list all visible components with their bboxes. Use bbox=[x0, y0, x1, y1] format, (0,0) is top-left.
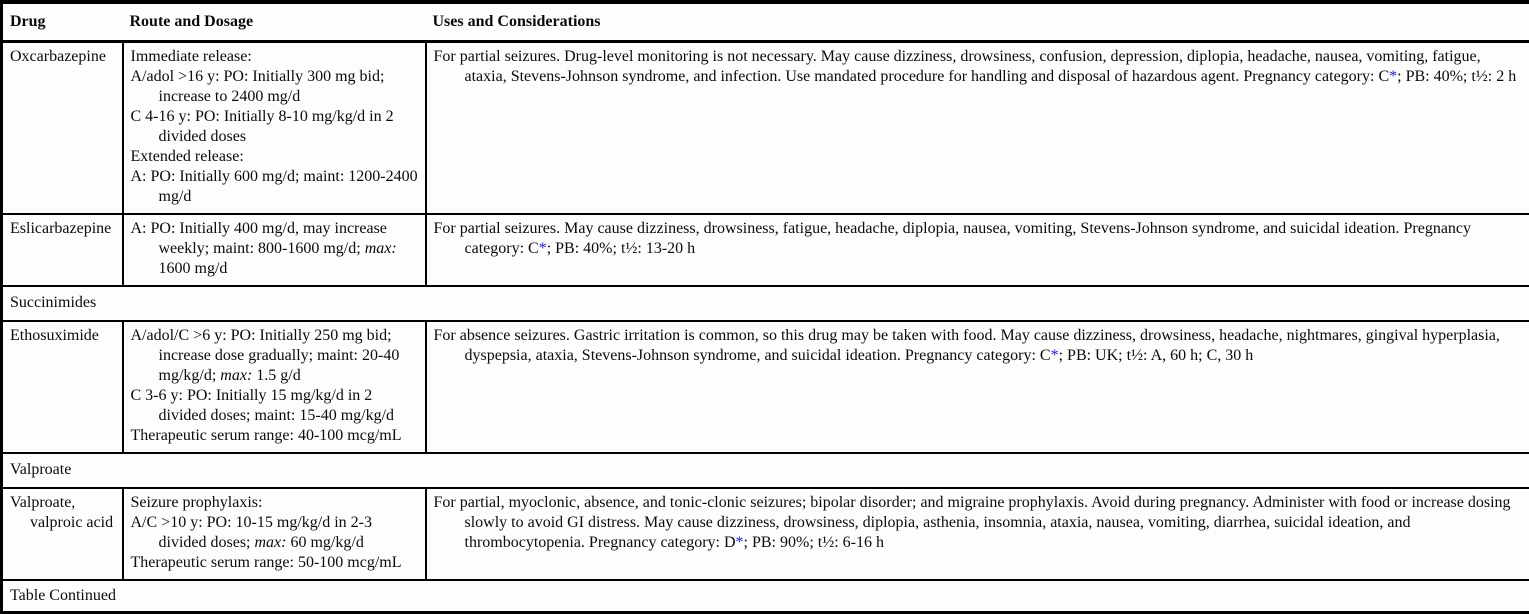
route-dosage-cell bbox=[123, 488, 426, 580]
dosage-line: A/C >10 y: PO: 10-15 mg/kg/d in 2-3 divided doses; max: 60 mg/kg/d bbox=[131, 513, 419, 553]
footnote-asterisk-link[interactable]: * bbox=[736, 534, 744, 551]
dosage-line: A/adol/C >6 y: PO: Initially 250 mg bid; increase dose gradually; maint: 20-40 mg/kg/d; max: 1.5 g/d bbox=[131, 326, 419, 386]
section-header-row bbox=[2, 286, 1529, 321]
column-header-uses-considerations: Uses and Considerations bbox=[426, 2, 1529, 42]
drug-name: Ethosuximide bbox=[10, 326, 120, 346]
drug-name: Eslicarbazepine bbox=[10, 219, 120, 239]
uses-text: For partial seizures. May cause dizziness, drowsiness, fatigue, headache, diplopia, nausea, vomiting, Stevens-Johnson syndrome, and suicidal ideation. Pregnancy category: C*; PB: 40%; t½: 13-20 h bbox=[434, 219, 1524, 259]
drug-name-cell bbox=[2, 488, 123, 580]
dosage-line: A: PO: Initially 600 mg/d; maint: 1200-2400 mg/d bbox=[131, 167, 419, 207]
table-continued-row bbox=[2, 580, 1529, 613]
uses-considerations-cell bbox=[426, 321, 1529, 453]
drug-name-cell bbox=[2, 214, 123, 286]
dosage-line: C 3-6 y: PO: Initially 15 mg/kg/d in 2 divided doses; maint: 15-40 mg/kg/d bbox=[131, 386, 419, 426]
uses-text: For partial, myoclonic, absence, and tonic-clonic seizures; bipolar disorder; and migraine prophylaxis. Avoid during pregnancy. Administer with food or increase dosing slowly to avoid GI distress. May cause dizziness, drowsiness, diplopia, asthenia, insomnia, ataxia, nausea, vomiting, diarrhea, suicidal ideation, and thrombocytopenia. Pregnancy category: D*; PB: 90%; t½: 6-16 h bbox=[434, 493, 1524, 553]
drug-name-cell bbox=[2, 42, 123, 215]
column-header-drug: Drug bbox=[2, 2, 123, 42]
drug-name-cell bbox=[2, 321, 123, 453]
route-dosage-cell bbox=[123, 42, 426, 215]
section-header-row bbox=[2, 453, 1529, 488]
section-header-label: Succinimides bbox=[2, 286, 1529, 321]
uses-text: For partial seizures. Drug-level monitoring is not necessary. May cause dizziness, drowsiness, confusion, depression, diplopia, headache, nausea, vomiting, fatigue, ataxia, Stevens-Johnson syndrome, and infection. Use mandated procedure for handling and disposal of hazardous agent. Pregnancy category: C*; PB: 40%; t½: 2 h bbox=[434, 47, 1524, 87]
route-dosage-cell bbox=[123, 321, 426, 453]
drug-name: Valproate, valproic acid bbox=[10, 493, 120, 533]
table-header bbox=[2, 2, 1529, 42]
footnote-asterisk-link[interactable]: * bbox=[539, 240, 547, 257]
dosage-line: C 4-16 y: PO: Initially 8-10 mg/kg/d in 2 divided doses bbox=[131, 107, 419, 147]
drug-row bbox=[2, 42, 1529, 215]
dosage-line: A: PO: Initially 400 mg/d, may increase weekly; maint: 800-1600 mg/d; max: 1600 mg/d bbox=[131, 219, 419, 279]
table-continued-label: Table Continued bbox=[2, 580, 1529, 613]
route-dosage-cell bbox=[123, 214, 426, 286]
column-header-route-dosage: Route and Dosage bbox=[123, 2, 426, 42]
uses-considerations-cell bbox=[426, 42, 1529, 215]
drug-row bbox=[2, 321, 1529, 453]
table-body bbox=[2, 42, 1529, 613]
uses-text: For absence seizures. Gastric irritation is common, so this drug may be taken with food. May cause dizziness, drowsiness, headache, nightmares, gingival hyperplasia, dyspepsia, ataxia, Stevens-Johnson syndrome, and suicidal ideation. Pregnancy category: C*; PB: UK; t½: A, 60 h; C, 30 h bbox=[434, 326, 1524, 366]
header-row bbox=[2, 2, 1529, 42]
dosage-line: A/adol >16 y: PO: Initially 300 mg bid; increase to 2400 mg/d bbox=[131, 67, 419, 107]
footnote-asterisk-link[interactable]: * bbox=[1389, 68, 1397, 85]
dosage-line: Extended release: bbox=[131, 147, 419, 167]
drug-row bbox=[2, 214, 1529, 286]
footnote-asterisk-link[interactable]: * bbox=[1051, 347, 1059, 364]
dosage-line: Seizure prophylaxis: bbox=[131, 493, 419, 513]
dosage-line: Therapeutic serum range: 40-100 mcg/mL bbox=[131, 426, 419, 446]
uses-considerations-cell bbox=[426, 488, 1529, 580]
section-header-label: Valproate bbox=[2, 453, 1529, 488]
drug-row bbox=[2, 488, 1529, 580]
dosage-line: Immediate release: bbox=[131, 47, 419, 67]
dosage-line: Therapeutic serum range: 50-100 mcg/mL bbox=[131, 553, 419, 573]
uses-considerations-cell bbox=[426, 214, 1529, 286]
drug-name: Oxcarbazepine bbox=[10, 47, 120, 67]
